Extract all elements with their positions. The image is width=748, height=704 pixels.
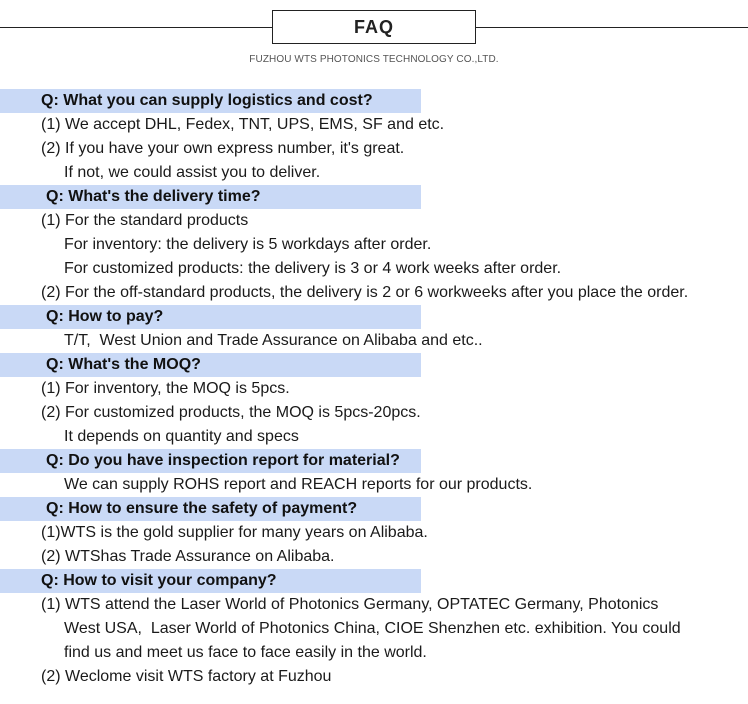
- faq-answer: (2) If you have your own express number, it's great.: [41, 140, 405, 157]
- faq-answer: T/T, West Union and Trade Assurance on Alibaba and etc..: [64, 332, 483, 349]
- faq-answer: (1) For the standard products: [41, 212, 249, 229]
- faq-answer: (1) We accept DHL, Fedex, TNT, UPS, EMS, SF and etc.: [41, 116, 445, 133]
- faq-answer: (2) Weclome visit WTS factory at Fuzhou: [41, 668, 332, 685]
- faq-answer: (1)WTS is the gold supplier for many years on Alibaba.: [41, 524, 428, 541]
- faq-question: Q: How to pay?: [0, 305, 421, 329]
- page-title: FAQ: [272, 10, 476, 44]
- header-line-left: [0, 27, 272, 28]
- faq-answer: If not, we could assist you to deliver.: [64, 164, 321, 181]
- faq-question: Q: What's the delivery time?: [0, 185, 421, 209]
- faq-answer: (1) WTS attend the Laser World of Photonics Germany, OPTATEC Germany, Photonics: [41, 596, 659, 613]
- faq-answer: (2) WTShas Trade Assurance on Alibaba.: [41, 548, 335, 565]
- faq-question: Q: What's the MOQ?: [0, 353, 421, 377]
- header-line-right: [476, 27, 748, 28]
- faq-answer: find us and meet us face to face easily in the world.: [64, 644, 427, 661]
- faq-answer: (1) For inventory, the MOQ is 5pcs.: [41, 380, 290, 397]
- faq-answer: (2) For the off-standard products, the delivery is 2 or 6 workweeks after you place the order.: [41, 284, 689, 301]
- faq-question: Q: How to visit your company?: [0, 569, 421, 593]
- faq-question: Q: Do you have inspection report for material?: [0, 449, 421, 473]
- faq-answer: We can supply ROHS report and REACH reports for our products.: [64, 476, 533, 493]
- faq-answer: (2) For customized products, the MOQ is 5pcs-20pcs.: [41, 404, 421, 421]
- faq-answer: For inventory: the delivery is 5 workdays after order.: [64, 236, 432, 253]
- company-name: FUZHOU WTS PHOTONICS TECHNOLOGY CO.,LTD.: [249, 54, 499, 65]
- faq-question: Q: How to ensure the safety of payment?: [0, 497, 421, 521]
- faq-answer: For customized products: the delivery is 3 or 4 work weeks after order.: [64, 260, 562, 277]
- faq-answer: West USA, Laser World of Photonics China, CIOE Shenzhen etc. exhibition. You could: [64, 620, 681, 637]
- faq-answer: It depends on quantity and specs: [64, 428, 299, 445]
- faq-list: [0, 89, 748, 689]
- faq-question: Q: What you can supply logistics and cost?: [0, 89, 421, 113]
